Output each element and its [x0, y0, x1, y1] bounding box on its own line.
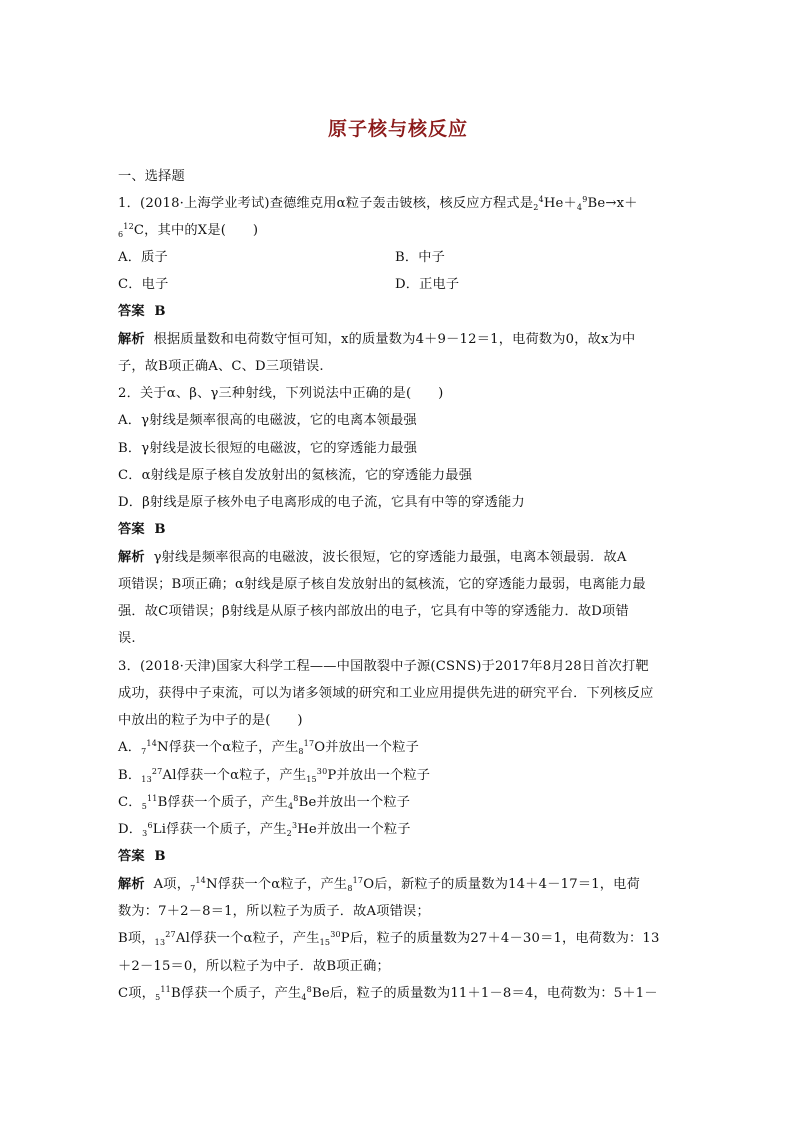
q3-option-a: A．$_7^{14}$N俘获一个α粒子，产生$_8^{17}$O并放出一个粒子	[118, 739, 419, 756]
q2-option-b: B．γ射线是波长很短的电磁波，它的穿透能力最强	[118, 441, 418, 456]
q1-option-a: A．质子	[118, 250, 168, 265]
section-heading: 一、选择题	[118, 169, 185, 184]
q2-option-c: C．α射线是原子核自发放射出的氦核流，它的穿透能力最强	[118, 468, 473, 483]
q3-analysis-b2: ＋2－15＝0，所以粒子为中子．故B项正确；	[118, 959, 390, 974]
q2-answer: 答案 B	[118, 522, 166, 537]
q3-stem-3: 中放出的粒子为中子的是( )	[118, 713, 303, 728]
q3-option-d: D．$_3^6$Li俘获一个质子，产生$_2^3$He并放出一个粒子	[118, 821, 411, 838]
q2-analysis-3: 强．故C项错误；β射线是从原子核内部放出的电子，它具有中等的穿透能力．故D项错	[118, 604, 629, 619]
q1-option-d: D．正电子	[395, 277, 460, 292]
q2-stem: 2．关于α、β、γ三种射线，下列说法中正确的是( )	[118, 386, 444, 401]
q2-option-d: D．β射线是原子核外电子电离形成的电子流，它具有中等的穿透能力	[118, 495, 525, 510]
q3-analysis-a1: 解析 A项，$_7^{14}$N俘获一个α粒子，产生$_8^{17}$O后，新粒子的质量数为14＋4－17＝1，电荷	[118, 876, 640, 893]
q2-option-a: A．γ射线是频率很高的电磁波，它的电离本领最强	[118, 413, 417, 428]
q1-analysis-1: 解析 根据质量数和电荷数守恒可知，x的质量数为4＋9－12＝1，电荷数为0，故x为中	[118, 332, 636, 347]
q1-options-row1	[118, 249, 678, 267]
q1-answer: 答案 B	[118, 304, 166, 319]
q1-analysis-2: 子，故B项正确A、C、D三项错误.	[118, 359, 324, 374]
q2-analysis-1: 解析 γ射线是频率很高的电磁波，波长很短，它的穿透能力最强，电离本领最弱．故A	[118, 550, 627, 565]
q1-option-c: C．电子	[118, 277, 169, 292]
q3-option-b: B．$_{13}^{27}$Al俘获一个α粒子，产生$_{15}^{30}$P并放出一个粒子	[118, 767, 431, 784]
page-title: 原子核与核反应	[327, 118, 468, 140]
q3-analysis-c1: C项，$_5^{11}$B俘获一个质子，产生$_4^8$Be后，粒子的质量数为11＋1－8＝4，电荷数为：5＋1－	[118, 985, 658, 1002]
q3-stem-2: 成功，获得中子束流，可以为诸多领域的研究和工业应用提供先进的研究平台．下列核反应	[118, 686, 654, 701]
q1-stem: 1．(2018·上海学业考试)查德维克用α粒子轰击铍核，核反应方程式是$_2^4He+_4^9Be\to x+$	[118, 195, 638, 212]
q2-analysis-4: 误.	[118, 631, 136, 646]
q3-stem-1: 3．(2018·天津)国家大科学工程——中国散裂中子源(CSNS)于2017年8月28日首次打靶	[118, 659, 649, 674]
q1-options-row2	[118, 276, 678, 294]
q3-answer: 答案 B	[118, 849, 166, 864]
q3-analysis-a2: 数为：7＋2－8＝1，所以粒子为质子．故A项错误；	[118, 904, 430, 919]
q2-analysis-2: 项错误；B项正确；α射线是原子核自发放射出的氦核流，它的穿透能力最弱，电离能力最	[118, 577, 646, 592]
q3-option-c: C．$_5^{11}$B俘获一个质子，产生$_4^8$Be并放出一个粒子	[118, 794, 411, 811]
q3-analysis-b1: B项，$_{13}^{27}$Al俘获一个α粒子，产生$_{15}^{30}$P后，粒子的质量数为27＋4－30＝1，电荷数为：13	[118, 930, 660, 947]
q1-stem-cont: $_6^{12}$C，其中的X是( )	[118, 222, 259, 239]
q1-option-b: B．中子	[395, 250, 446, 265]
